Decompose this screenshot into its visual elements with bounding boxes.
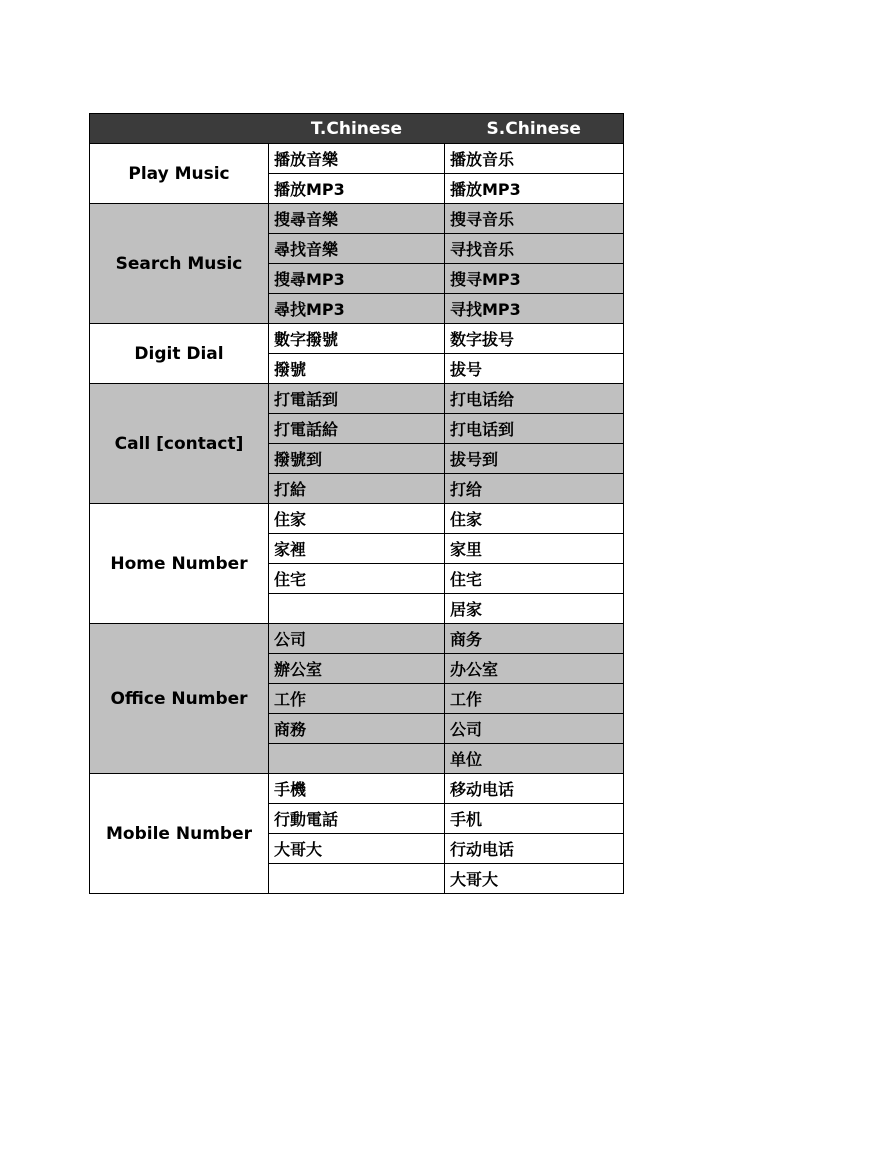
traditional-chinese-cell: 播放音樂 xyxy=(269,144,445,174)
simplified-chinese-cell: 行动电话 xyxy=(445,834,624,864)
traditional-chinese-cell: 搜尋MP3 xyxy=(269,264,445,294)
simplified-chinese-cell: 住宅 xyxy=(445,564,624,594)
table-row xyxy=(90,384,624,414)
category-label: Digit Dial xyxy=(90,324,269,384)
table-row xyxy=(90,774,624,804)
simplified-chinese-cell: 商务 xyxy=(445,624,624,654)
traditional-chinese-cell: 尋找音樂 xyxy=(269,234,445,264)
header-row xyxy=(90,114,624,144)
traditional-chinese-cell: 辦公室 xyxy=(269,654,445,684)
simplified-chinese-cell: 公司 xyxy=(445,714,624,744)
table-row xyxy=(90,624,624,654)
category-label: Office Number xyxy=(90,624,269,774)
table-row xyxy=(90,204,624,234)
traditional-chinese-cell: 撥號 xyxy=(269,354,445,384)
table-row xyxy=(90,144,624,174)
simplified-chinese-cell: 打电话给 xyxy=(445,384,624,414)
traditional-chinese-cell: 撥號到 xyxy=(269,444,445,474)
traditional-chinese-cell: 工作 xyxy=(269,684,445,714)
category-label: Home Number xyxy=(90,504,269,624)
command-group xyxy=(90,144,624,204)
simplified-chinese-cell: 住家 xyxy=(445,504,624,534)
command-group xyxy=(90,204,624,324)
simplified-chinese-cell: 打电话到 xyxy=(445,414,624,444)
simplified-chinese-cell: 单位 xyxy=(445,744,624,774)
command-group xyxy=(90,624,624,774)
simplified-chinese-cell: 拔号 xyxy=(445,354,624,384)
traditional-chinese-cell: 公司 xyxy=(269,624,445,654)
simplified-chinese-cell: 搜寻音乐 xyxy=(445,204,624,234)
simplified-chinese-cell: 寻找MP3 xyxy=(445,294,624,324)
traditional-chinese-cell: 大哥大 xyxy=(269,834,445,864)
category-label: Search Music xyxy=(90,204,269,324)
voice-command-table xyxy=(89,113,624,894)
simplified-chinese-cell: 搜寻MP3 xyxy=(445,264,624,294)
traditional-chinese-cell: 播放MP3 xyxy=(269,174,445,204)
simplified-chinese-cell: 数字拔号 xyxy=(445,324,624,354)
simplified-chinese-cell: 大哥大 xyxy=(445,864,624,894)
table-header xyxy=(90,114,624,144)
simplified-chinese-cell: 办公室 xyxy=(445,654,624,684)
simplified-chinese-cell: 打给 xyxy=(445,474,624,504)
traditional-chinese-cell: 打電話給 xyxy=(269,414,445,444)
traditional-chinese-cell: 住宅 xyxy=(269,564,445,594)
command-group xyxy=(90,504,624,624)
category-label: Call [contact] xyxy=(90,384,269,504)
simplified-chinese-cell: 手机 xyxy=(445,804,624,834)
command-group xyxy=(90,324,624,384)
traditional-chinese-cell: 打給 xyxy=(269,474,445,504)
traditional-chinese-cell: 住家 xyxy=(269,504,445,534)
traditional-chinese-cell: 商務 xyxy=(269,714,445,744)
simplified-chinese-cell: 播放MP3 xyxy=(445,174,624,204)
traditional-chinese-cell: 尋找MP3 xyxy=(269,294,445,324)
traditional-chinese-cell xyxy=(269,744,445,774)
traditional-chinese-cell xyxy=(269,594,445,624)
command-group xyxy=(90,384,624,504)
table-row xyxy=(90,324,624,354)
traditional-chinese-cell: 手機 xyxy=(269,774,445,804)
traditional-chinese-cell: 打電話到 xyxy=(269,384,445,414)
traditional-chinese-cell: 家裡 xyxy=(269,534,445,564)
header-traditional-chinese: T.Chinese xyxy=(269,114,445,144)
simplified-chinese-cell: 工作 xyxy=(445,684,624,714)
header-category-cell xyxy=(90,114,269,144)
traditional-chinese-cell: 行動電話 xyxy=(269,804,445,834)
simplified-chinese-cell: 播放音乐 xyxy=(445,144,624,174)
traditional-chinese-cell: 搜尋音樂 xyxy=(269,204,445,234)
category-label: Play Music xyxy=(90,144,269,204)
simplified-chinese-cell: 寻找音乐 xyxy=(445,234,624,264)
traditional-chinese-cell xyxy=(269,864,445,894)
table-row xyxy=(90,504,624,534)
simplified-chinese-cell: 居家 xyxy=(445,594,624,624)
traditional-chinese-cell: 數字撥號 xyxy=(269,324,445,354)
command-group xyxy=(90,774,624,894)
simplified-chinese-cell: 家里 xyxy=(445,534,624,564)
simplified-chinese-cell: 拔号到 xyxy=(445,444,624,474)
category-label: Mobile Number xyxy=(90,774,269,894)
simplified-chinese-cell: 移动电话 xyxy=(445,774,624,804)
header-simplified-chinese: S.Chinese xyxy=(445,114,624,144)
